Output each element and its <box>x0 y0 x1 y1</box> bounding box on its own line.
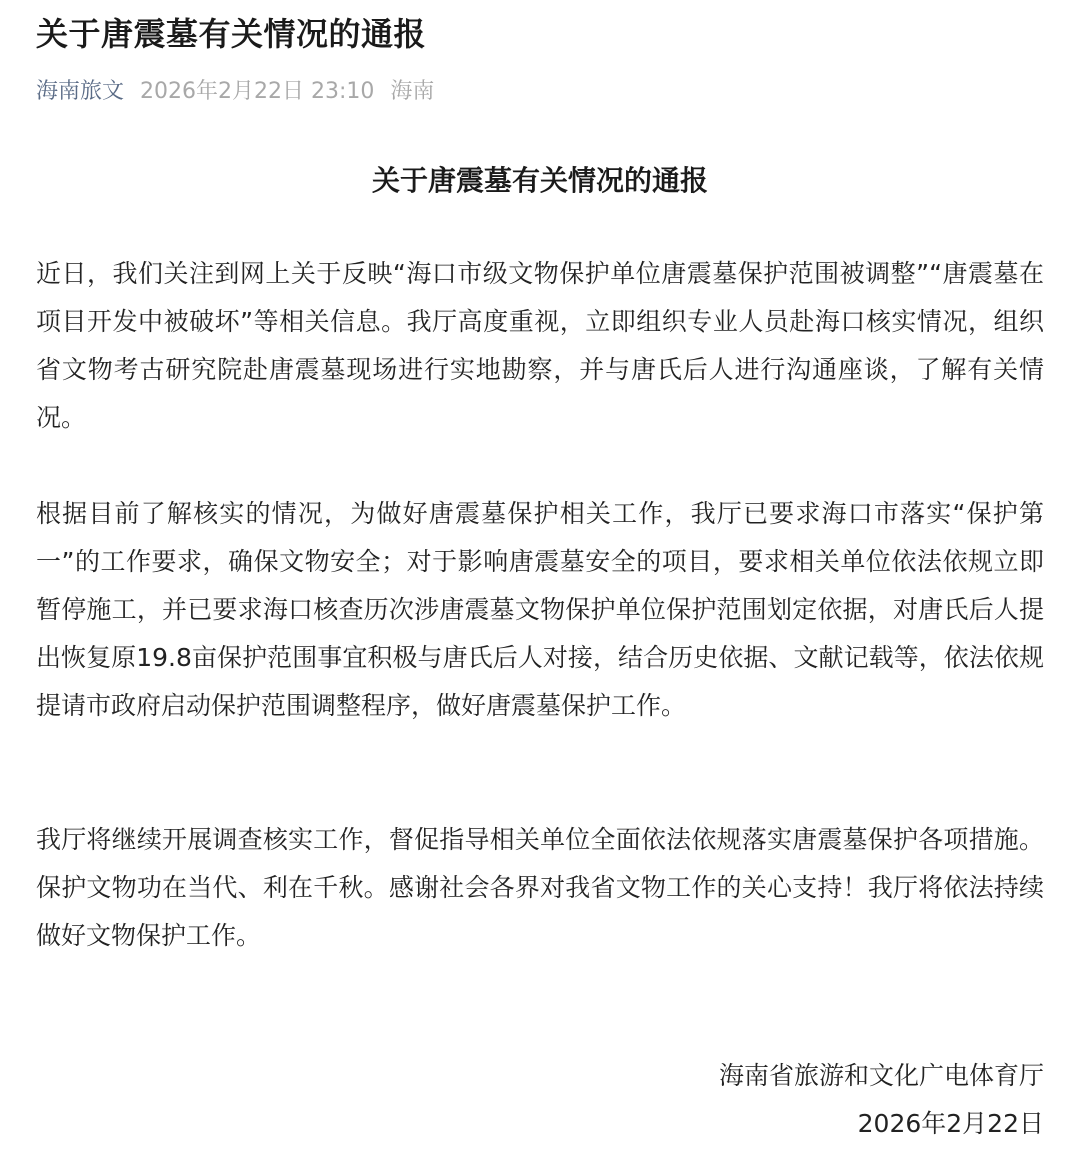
signature-organization: 海南省旅游和文化广电体育厅 <box>718 1061 1044 1090</box>
notice-paragraph-2: 根据目前了解核实的情况，为做好唐震墓保护相关工作，我厅已要求海口市落实“保护第一”的工作要求，确保文物安全；对于影响唐震墓安全的项目，要求相关单位依法依规立即暂停施工，并已要求海口核查历次涉唐震墓文物保护单位保护范围划定依据，对唐氏后人提出恢复原19.8亩保护范围事宜积极与唐氏后人对接，结合历史依据、文献记载等，依法依规提请市政府启动保护范围调整程序，做好唐震墓保护工作。 <box>36 499 1044 720</box>
signature-date: 2026年2月22日 <box>857 1109 1044 1138</box>
article-title: 关于唐震墓有关情况的通报 <box>36 15 427 53</box>
article-meta <box>36 76 434 108</box>
notice-heading: 关于唐震墓有关情况的通报 <box>371 164 708 197</box>
publish-location: 海南 <box>390 79 435 104</box>
notice-paragraph-1: 近日，我们关注到网上关于反映“海口市级文物保护单位唐震墓保护范围被调整”“唐震墓在项目开发中被破坏”等相关信息。我厅高度重视，立即组织专业人员赴海口核实情况，组织省文物考古研究院赴唐震墓现场进行实地勘察，并与唐氏后人进行沟通座谈，了解有关情况。 <box>36 259 1044 432</box>
publish-date: 2026年2月22日 23:10 <box>140 79 375 104</box>
notice-paragraph-3: 我厅将继续开展调查核实工作，督促指导相关单位全面依法依规落实唐震墓保护各项措施。保护文物功在当代、利在千秋。感谢社会各界对我省文物工作的关心支持！我厅将依法持续做好文物保护工作。 <box>36 825 1044 950</box>
author-link[interactable]: 海南旅文 <box>36 79 125 104</box>
